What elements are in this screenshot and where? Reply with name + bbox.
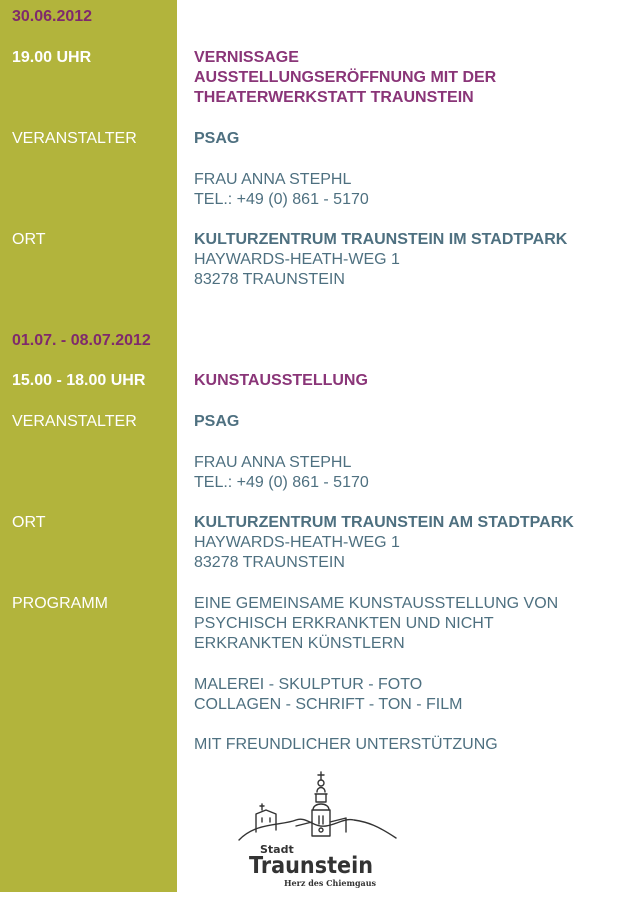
event-1-title-line-1: VERNISSAGE: [194, 49, 299, 66]
event-1-contact-phone: TEL.: +49 (0) 861 - 5170: [194, 191, 369, 208]
logo-text-tagline: Herz des Chiemgaus: [284, 878, 377, 888]
event-2-time: 15.00 - 18.00 UHR: [12, 372, 146, 389]
event-2-program-line-1: EINE GEMEINSAME KUNSTAUSSTELLUNG VON: [194, 595, 559, 612]
event-1-venue: KULTURZENTRUM TRAUNSTEIN IM STADTPARK: [194, 231, 568, 248]
event-1-city: 83278 TRAUNSTEIN: [194, 271, 345, 288]
event-1-contact-name: FRAU ANNA STEPHL: [194, 171, 352, 188]
event-2-location-label: ORT: [12, 514, 46, 531]
event-2-program-line-2: PSYCHISCH ERKRANKTEN UND NICHT: [194, 615, 494, 632]
logo-text-traunstein: Traunstein: [249, 853, 373, 879]
event-2-city: 83278 TRAUNSTEIN: [194, 554, 345, 571]
event-2-title: KUNSTAUSSTELLUNG: [194, 372, 368, 389]
event-2-program-label: PROGRAMM: [12, 595, 108, 612]
event-2-program-line-3: ERKRANKTEN KÜNSTLERN: [194, 635, 405, 652]
event-2-contact-name: FRAU ANNA STEPHL: [194, 454, 352, 471]
event-1-street: HAYWARDS-HEATH-WEG 1: [194, 251, 400, 268]
event-1-organizer: PSAG: [194, 130, 240, 147]
event-2-program-line-4: MALEREI - SKULPTUR - FOTO: [194, 676, 423, 693]
event-1-time: 19.00 UHR: [12, 49, 92, 66]
event-2-organizer: PSAG: [194, 413, 240, 430]
stadt-traunstein-logo: [236, 770, 406, 892]
event-1-location-label: ORT: [12, 231, 46, 248]
event-2-program-line-5: COLLAGEN - SCHRIFT - TON - FILM: [194, 696, 463, 713]
event-1-title-line-2: AUSSTELLUNGSERÖFFNUNG MIT DER: [194, 69, 497, 86]
event-1-date: 30.06.2012: [12, 8, 93, 25]
church-tower-icon: [236, 770, 406, 892]
event-1-organizer-label: VERANSTALTER: [12, 130, 137, 147]
event-2-street: HAYWARDS-HEATH-WEG 1: [194, 534, 400, 551]
event-2-venue: KULTURZENTRUM TRAUNSTEIN AM STADTPARK: [194, 514, 574, 531]
event-2-contact-phone: TEL.: +49 (0) 861 - 5170: [194, 474, 369, 491]
event-2-date: 01.07. - 08.07.2012: [12, 332, 151, 349]
logo-text-stadt: Stadt: [260, 843, 294, 856]
event-1-title-line-3: THEATERWERKSTATT TRAUNSTEIN: [194, 89, 474, 106]
event-2-organizer-label: VERANSTALTER: [12, 413, 137, 430]
event-2-program-line-6: MIT FREUNDLICHER UNTERSTÜTZUNG: [194, 736, 498, 753]
